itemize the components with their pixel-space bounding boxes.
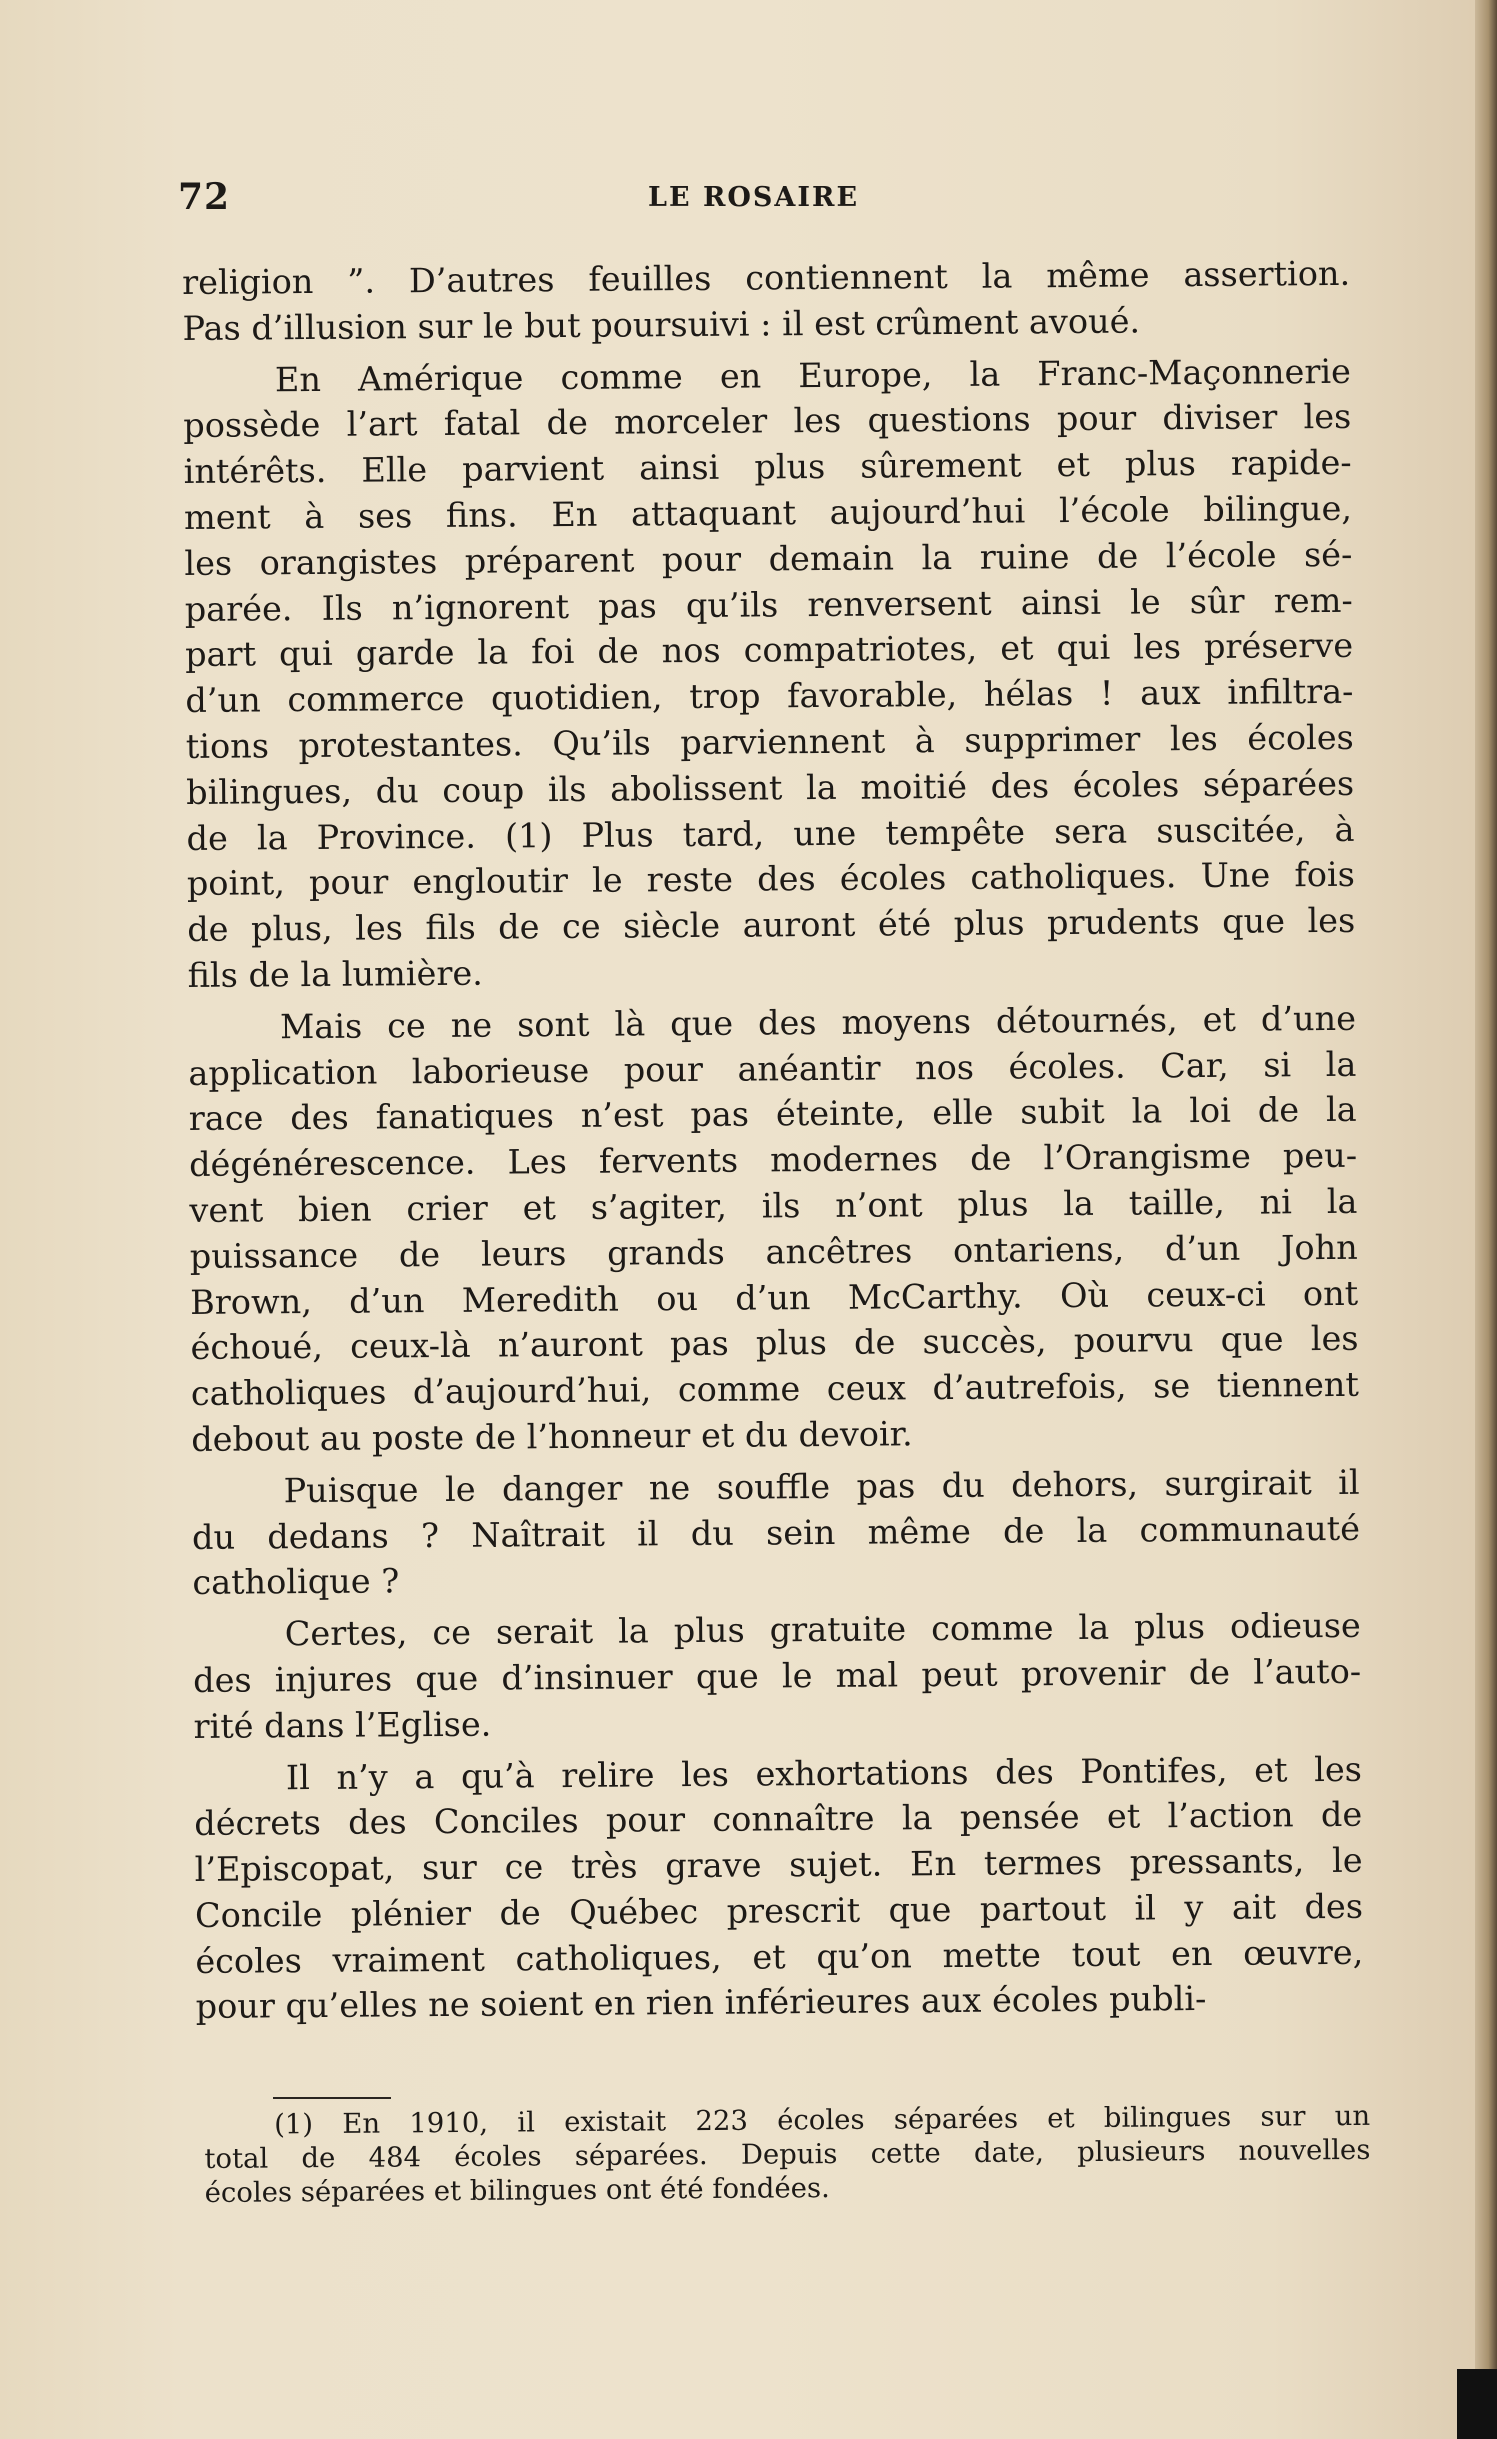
- text-line: décrets des Conciles pour connaître la pensée et l’action de: [194, 1795, 1363, 1844]
- paragraph: [183, 348, 1356, 998]
- text-line: catholiques d’aujourd’hui, comme ceux d’autrefois, se tiennent: [190, 1364, 1360, 1414]
- text-line: Pas d’illusion sur le but poursuivi : il est crûment avoué.: [182, 301, 1141, 348]
- page-number: 72: [178, 176, 231, 218]
- text-line: Concile plénier de Québec prescrit que partout il y ait des: [194, 1886, 1364, 1935]
- text-line: bilingues, du coup ils abolissent la moitié des écoles séparées: [186, 763, 1355, 812]
- text-line: race des fanatiques n’est pas éteinte, elle subit la loi de la: [188, 1090, 1357, 1139]
- text-line: ment à ses fins. En attaquant aujourd’hui l’école bilingue,: [183, 488, 1353, 537]
- paragraph: [194, 1746, 1364, 2030]
- text-line: rité dans l’Eglise.: [193, 1704, 492, 1746]
- paragraph: [182, 251, 1351, 352]
- text-line: des injures que d’insinuer que le mal peut provenir de l’auto-: [193, 1651, 1362, 1700]
- text-line: les orangistes préparent pour demain la ruine de l’école sé-: [184, 534, 1353, 583]
- text-line: application laborieuse pour anéantir nos écoles. Car, si la: [188, 1044, 1357, 1093]
- text-line: puissance de leurs grands ancêtres ontariens, d’un John: [189, 1227, 1358, 1276]
- text-line: écoles vraiment catholiques, et qu’on mette tout en œuvre,: [195, 1932, 1364, 1981]
- text-line: d’un commerce quotidien, trop favorable, hélas ! aux infiltra-: [185, 671, 1354, 721]
- text-line: de plus, les fils de ce siècle auront été plus prudents que les: [187, 900, 1356, 950]
- text-line: part qui garde la foi de nos compatriotes, et qui les préserve: [184, 626, 1354, 675]
- text-line: Brown, d’un Meredith ou d’un McCarthy. Où ceux-ci ont: [190, 1273, 1359, 1322]
- paragraph: [188, 996, 1360, 1463]
- text-line: l’Episcopat, sur ce très grave sujet. En termes pressants, le: [194, 1840, 1363, 1890]
- text-line: échoué, ceux-là n’auront pas plus de succès, pourvu que les: [190, 1319, 1359, 1368]
- text-line: de la Province. (1) Plus tard, une tempête sera suscitée, à: [186, 809, 1355, 858]
- text-line: parée. Ils n’ignorent pas qu’ils renversent ainsi le sûr rem-: [184, 580, 1353, 629]
- text-line: tions protestantes. Qu’ils parviennent à supprimer les écoles: [185, 717, 1354, 766]
- body-text: [182, 251, 1364, 2036]
- text-line: intérêts. Elle parvient ainsi plus sûrement et plus rapide-: [183, 443, 1352, 492]
- text-line: point, pour engloutir le reste des écoles catholiques. Une fois: [186, 855, 1356, 904]
- footnote-line: total de 484 écoles séparées. Depuis cette date, plusieurs nouvelles: [204, 2133, 1371, 2175]
- footnote-line: (1) En 1910, il existait 223 écoles séparées et bilingues sur un: [274, 2099, 1371, 2141]
- text-line: pour qu’elles ne soient en rien inférieures aux écoles publi-: [195, 1979, 1207, 2027]
- text-line: Mais ce ne sont là que des moyens détournés, et d’une: [279, 998, 1357, 1047]
- text-line: possède l’art fatal de morceler les questions pour diviser les: [183, 397, 1352, 446]
- text-line: religion ”. D’autres feuilles contiennent la même assertion.: [182, 253, 1351, 302]
- text-line: dégénérescence. Les fervents modernes de l’Orangisme peu-: [188, 1135, 1358, 1185]
- text-line: Puisque le danger ne souffle pas du dehors, surgirait il: [283, 1462, 1360, 1510]
- text-line: fils de la lumière.: [187, 953, 484, 995]
- text-line: vent bien crier et s’agiter, ils n’ont plus la taille, ni la: [189, 1181, 1358, 1230]
- text-line: En Amérique comme en Europe, la Franc-Maçonnerie: [274, 351, 1352, 399]
- paragraph: [191, 1460, 1360, 1607]
- text-line: debout au poste de l’honneur et du devoir.: [191, 1414, 913, 1459]
- footnote-divider: [273, 2097, 391, 2099]
- text-line: Certes, ce serait la plus gratuite comme la plus odieuse: [284, 1605, 1361, 1654]
- scan-corner: [1457, 2369, 1497, 2439]
- footnote: [204, 2099, 1371, 2210]
- paragraph: [193, 1603, 1362, 1750]
- text-line: du dedans ? Naîtrait il du sein même de la communauté: [191, 1508, 1361, 1557]
- running-head: [178, 176, 1358, 226]
- text-line: catholique ?: [192, 1561, 400, 1603]
- text-line: Il n’y a qu’à relire les exhortations des Pontifes, et les: [285, 1749, 1363, 1797]
- page-edge-shadow: [1475, 0, 1497, 2439]
- footnote-line: écoles séparées et bilingues ont été fondées.: [204, 2172, 830, 2209]
- running-title: LE ROSAIRE: [648, 182, 860, 213]
